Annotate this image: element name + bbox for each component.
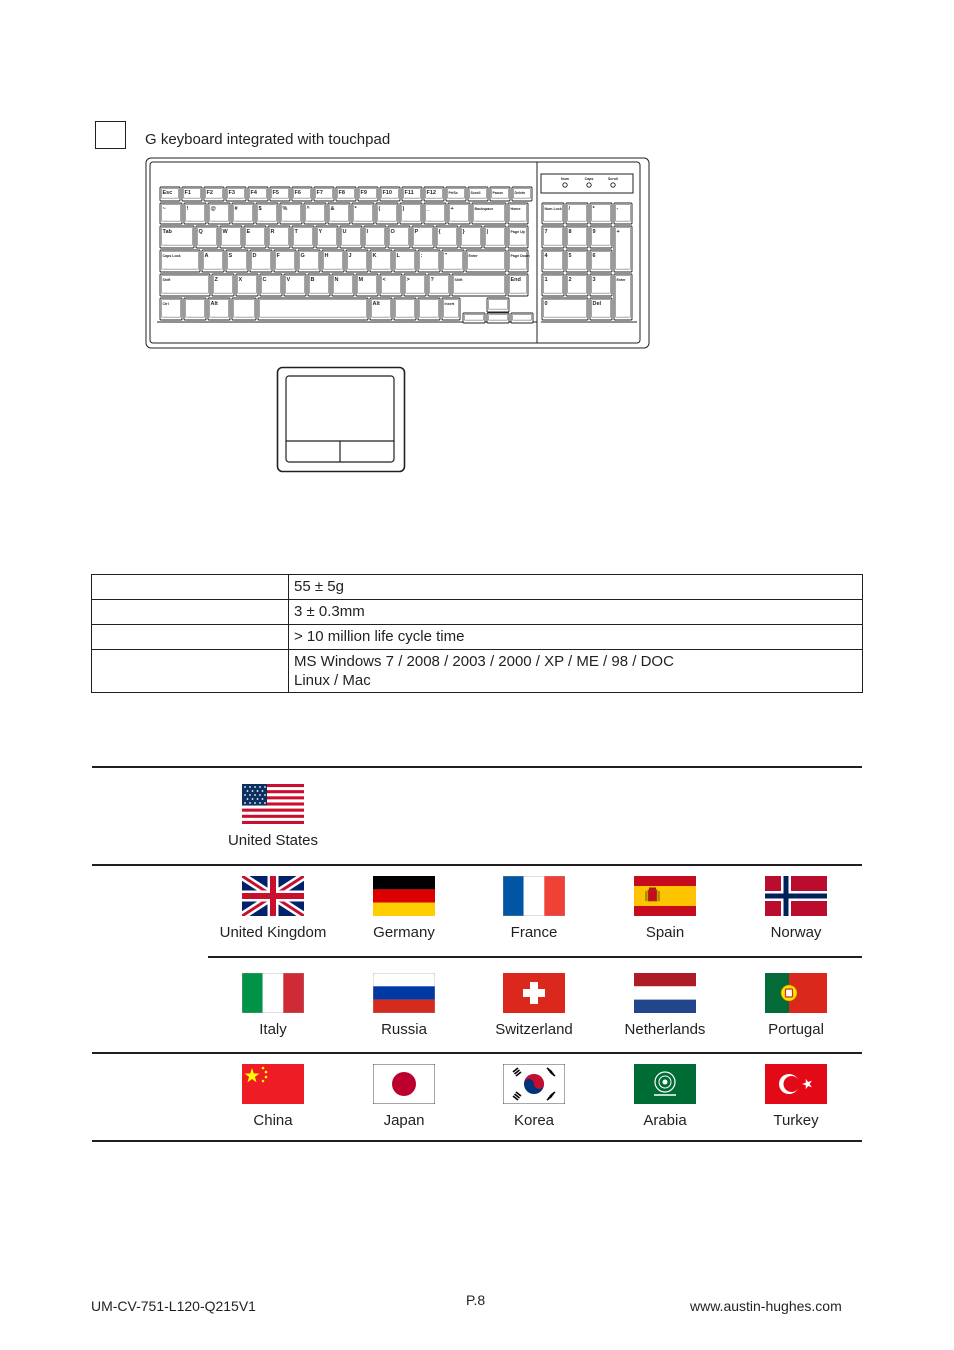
keyboard-key-label: E	[246, 229, 251, 235]
keyboard-key-label: *	[592, 206, 595, 212]
keyboard-key-label: Alt	[210, 301, 218, 307]
flag-us-icon	[242, 784, 304, 824]
keyboard-key-label: {	[438, 229, 441, 235]
spec-row	[92, 625, 863, 650]
keyboard-key-label: Backspace	[474, 207, 494, 211]
keyboard-key-label: -	[616, 206, 619, 212]
keyboard-led-label: Caps	[584, 177, 594, 181]
spec-label	[92, 625, 289, 650]
keyboard-key-label: 9	[592, 229, 596, 235]
keyboard-key-label: N	[334, 277, 339, 283]
footer-doc-id: UM-CV-751-L120-Q215V1	[91, 1298, 256, 1314]
keyboard-key-label: G	[300, 253, 305, 259]
keyboard-key-label: :	[420, 253, 423, 259]
keyboard-key-label: "	[444, 253, 448, 259]
keyboard-key-label: |	[486, 229, 489, 235]
keyboard-key-label: R	[270, 229, 275, 235]
keyboard-key-label: F6	[294, 190, 301, 196]
language-label: China	[253, 1112, 293, 1129]
keyboard-key	[258, 298, 368, 320]
flag-it-icon	[242, 973, 304, 1013]
keyboard-key-label: ?	[430, 277, 434, 283]
keyboard-key-label: F10	[382, 190, 392, 196]
flag-nl-icon	[634, 973, 696, 1013]
spec-label	[92, 650, 289, 693]
spec-label	[92, 600, 289, 625]
touchpad-illustration	[276, 366, 406, 473]
keyboard-key-label: Tab	[162, 229, 172, 235]
language-italy	[208, 973, 338, 1039]
keyboard-key-label: Shift	[454, 278, 463, 282]
keyboard-key-label: @	[210, 206, 216, 212]
keyboard-key-label: PrtSc	[448, 191, 458, 195]
keyboard-key-label: &	[330, 206, 335, 212]
keyboard-key-label: !	[186, 206, 189, 212]
flag-ru-icon	[373, 973, 435, 1013]
keyboard-key-label: X	[238, 277, 243, 283]
keyboard-key-label: Alt	[372, 301, 380, 307]
keyboard-key	[184, 298, 206, 320]
language-label: Norway	[770, 924, 822, 941]
keyboard-led	[587, 183, 591, 187]
keyboard-key-label: $	[258, 206, 262, 212]
keyboard-key-label: 4	[544, 253, 548, 259]
language-united-kingdom	[208, 876, 338, 942]
keyboard-key-label: >	[406, 277, 410, 283]
language-label: Spain	[645, 924, 685, 941]
keyboard-led	[563, 183, 567, 187]
keyboard-key-label: Insert	[444, 302, 455, 306]
keyboard-key-label: 7	[544, 229, 548, 235]
language-label: United Kingdom	[219, 924, 327, 941]
language-switzerland	[469, 973, 599, 1039]
keyboard-keys	[160, 187, 632, 323]
flag-cn-icon	[242, 1064, 304, 1104]
flag-fr-icon	[503, 876, 565, 916]
os-line-1: MS Windows 7 / 2008 / 2003 / 2000 / XP / ME / 98 / DOC	[294, 653, 674, 670]
keyboard-key-label: F2	[206, 190, 213, 196]
language-label: Portugal	[768, 1021, 824, 1038]
keyboard-led	[611, 183, 615, 187]
keyboard-key-label: 1	[544, 277, 548, 283]
flag-ch-icon	[503, 973, 565, 1013]
keyboard-key-label: Home	[510, 207, 521, 211]
language-rule-top	[92, 766, 862, 768]
keyboard-key-label: 3	[592, 277, 596, 283]
keyboard-key-label: End	[510, 277, 521, 283]
keyboard-key-label: B	[310, 277, 315, 283]
language-label: France	[510, 924, 558, 941]
footer-page-number: P.8	[466, 1292, 486, 1308]
keyboard-key-label: _	[426, 206, 430, 212]
keyboard-key-label: +	[616, 229, 620, 235]
keyboard-key-label: F	[276, 253, 280, 259]
keyboard-key-label: F12	[426, 190, 436, 196]
keyboard-key-label: ~	[162, 206, 166, 212]
language-arabia	[600, 1064, 730, 1130]
option-checkbox[interactable]	[95, 121, 126, 149]
keyboard-key	[418, 298, 440, 320]
spec-row	[92, 600, 863, 625]
keyboard-key-label: F5	[272, 190, 279, 196]
keyboard-key-label: K	[372, 253, 377, 259]
language-rule-bottom	[92, 1140, 862, 1142]
keyboard-key-label: F4	[250, 190, 257, 196]
keyboard-key-label: Enter	[468, 254, 478, 258]
language-spain	[600, 876, 730, 942]
keyboard-key-label: ^	[306, 206, 310, 212]
keyboard-key-label: 2	[568, 277, 572, 283]
keyboard-key-label: Esc	[162, 190, 173, 196]
keyboard-key-label: Num Lock	[544, 207, 562, 211]
spec-table	[91, 574, 863, 693]
keyboard-leds	[561, 177, 618, 187]
language-label: Germany	[373, 924, 435, 941]
spec-row	[92, 575, 863, 600]
keyboard-key-label: 8	[568, 229, 572, 235]
flag-kr-icon	[503, 1064, 565, 1104]
keyboard-key-label: Pause	[492, 191, 504, 195]
language-rule	[92, 1052, 862, 1054]
flag-no-icon	[765, 876, 827, 916]
keyboard-key-label: Page Down	[510, 254, 530, 258]
keyboard-key-label: Scroll	[470, 191, 481, 195]
keyboard-illustration	[145, 157, 651, 351]
keyboard-key-label: L	[396, 253, 400, 259]
keyboard-key-label: J	[348, 253, 352, 259]
keyboard-key-label: Y	[318, 229, 323, 235]
keyboard-key-label: +	[450, 206, 454, 212]
keyboard-key	[542, 298, 588, 320]
language-united-states	[208, 784, 338, 850]
os-line-2: Linux / Mac	[294, 672, 371, 689]
keyboard-key-label: P	[414, 229, 419, 235]
keyboard-key-label: I	[366, 229, 369, 235]
flag-es-icon	[634, 876, 696, 916]
language-russia	[339, 973, 469, 1039]
keyboard-key-label: C	[262, 277, 267, 283]
keyboard-key	[232, 298, 256, 320]
keyboard-key-label: O	[390, 229, 395, 235]
keyboard-key-label: <	[382, 277, 386, 283]
keyboard-key-label: Page Up	[510, 230, 525, 234]
keyboard-key-label: %	[282, 206, 288, 212]
keyboard-key-label: Del	[592, 301, 602, 307]
keyboard-led-label: Scroll	[608, 177, 618, 181]
keyboard-key-label: V	[286, 277, 291, 283]
flag-tr-icon	[765, 1064, 827, 1104]
keyboard-key-label: F11	[404, 190, 414, 196]
keyboard-key-label: Z	[214, 277, 218, 283]
keyboard-key-label: F9	[360, 190, 367, 196]
language-netherlands	[600, 973, 730, 1039]
keyboard-key-label: Caps Lock	[162, 254, 181, 258]
keyboard-key-label: /	[568, 206, 571, 212]
keyboard-key-label: (	[378, 206, 381, 212]
language-turkey	[731, 1064, 861, 1130]
keyboard-key-label: *	[354, 206, 357, 212]
language-rule-inner	[208, 956, 862, 958]
language-germany	[339, 876, 469, 942]
keyboard-key-label: 5	[568, 253, 572, 259]
language-norway	[731, 876, 861, 942]
language-korea	[469, 1064, 599, 1130]
keyboard-key-label: H	[324, 253, 329, 259]
spec-row	[92, 650, 863, 693]
keyboard-key-label: }	[462, 229, 465, 235]
flag-uk-icon	[242, 876, 304, 916]
keyboard-key-label: F3	[228, 190, 235, 196]
keyboard-key-label: S	[228, 253, 233, 259]
keyboard-key-label: )	[402, 206, 405, 212]
flag-sa-icon	[634, 1064, 696, 1104]
language-label: Netherlands	[624, 1021, 706, 1038]
spec-value: 3 ± 0.3mm	[289, 600, 863, 625]
language-label: Arabia	[643, 1112, 687, 1129]
keyboard-key	[487, 298, 509, 312]
language-label: Turkey	[773, 1112, 819, 1129]
language-china	[208, 1064, 338, 1130]
keyboard-key-label: Q	[198, 229, 203, 235]
language-portugal	[731, 973, 861, 1039]
keyboard-led-label: Num	[561, 177, 569, 181]
keyboard-key-label: 0	[544, 301, 548, 307]
language-label: Japan	[383, 1112, 425, 1129]
keyboard-key	[394, 298, 416, 320]
keyboard-key-label: A	[204, 253, 209, 259]
spec-value	[289, 650, 863, 693]
language-label: Russia	[381, 1021, 427, 1038]
keyboard-key-label: D	[252, 253, 257, 259]
flag-jp-icon	[373, 1064, 435, 1104]
language-japan	[339, 1064, 469, 1130]
keyboard-key-label: F8	[338, 190, 345, 196]
language-rule	[92, 864, 862, 866]
spec-value: > 10 million life cycle time	[289, 625, 863, 650]
option-caption: G keyboard integrated with touchpad	[145, 131, 391, 148]
keyboard-key-label: F7	[316, 190, 323, 196]
language-label: Korea	[513, 1112, 555, 1129]
keyboard-key-label: T	[294, 229, 298, 235]
keyboard-key-label: Enter	[616, 278, 626, 282]
language-france	[469, 876, 599, 942]
language-label: Switzerland	[495, 1021, 573, 1038]
language-label: United States	[227, 832, 319, 849]
keyboard-key-label: Delete	[514, 191, 526, 195]
keyboard-key-label: M	[358, 277, 364, 283]
keyboard-key-label: W	[222, 229, 228, 235]
keyboard-key-label: #	[234, 206, 238, 212]
keyboard-key-label: F1	[184, 190, 191, 196]
language-label: Italy	[259, 1021, 287, 1038]
keyboard-key-label: 6	[592, 253, 596, 259]
keyboard-key-label: Shift	[162, 278, 171, 282]
keyboard-key-label: Ctrl	[162, 302, 169, 306]
spec-value: 55 ± 5g	[289, 575, 863, 600]
flag-de-icon	[373, 876, 435, 916]
keyboard-key-label: U	[342, 229, 347, 235]
flag-pt-icon	[765, 973, 827, 1013]
footer-website[interactable]: www.austin-hughes.com	[690, 1298, 842, 1314]
spec-label	[92, 575, 289, 600]
